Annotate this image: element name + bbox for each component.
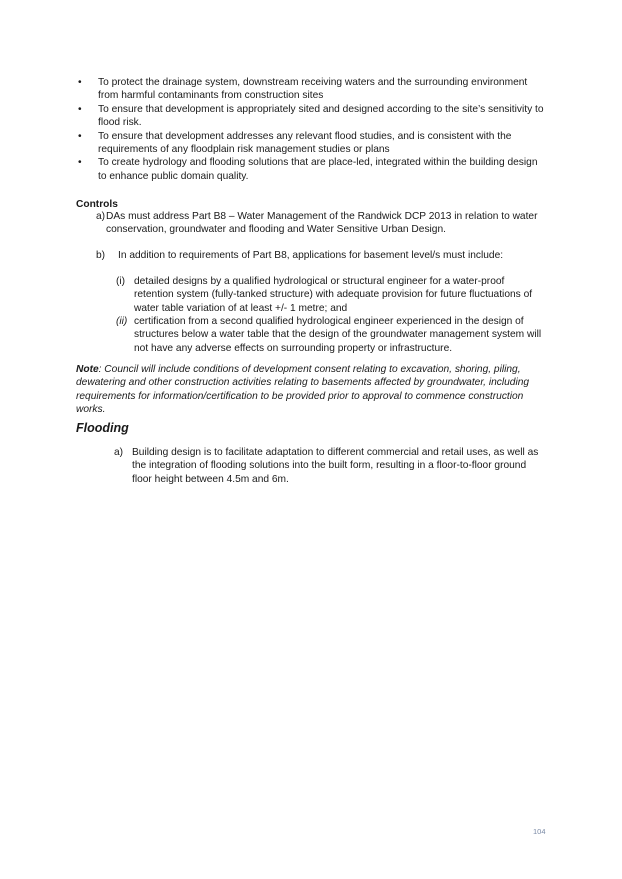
bullet-icon: • [78,130,82,142]
note-text: : Council will include conditions of development consent relating to excavation, shoring, piling, dewatering and other construction activities relating to basements affected by groundwater, including requirements for information/certification to be provided prior to approval to commence construction works. [76,364,530,416]
controls-heading: Controls [76,199,118,210]
control-a-label: a) [96,211,106,222]
control-b-i-label: (i) [116,276,126,287]
control-b-i-text: detailed designs by a qualified hydrological or structural engineer for a water-proof retention system (fully-tanked structure) with adequate provision for future fluctuations of water table variation of at least +/- 1 metre; and [134,276,533,314]
control-b-ii [116,315,546,355]
note-label: Note [76,364,99,375]
objectives-list [76,76,546,183]
control-b-i [116,275,546,315]
bullet-text: To ensure that development is appropriately sited and designed according to the site’s sensitivity to flood risk. [98,103,544,129]
list-item [76,130,546,157]
bullet-text: To protect the drainage system, downstream receiving waters and the surrounding environment from harmful contaminants from construction sites [98,77,528,102]
flooding-a [114,446,544,486]
control-b-ii-text: certification from a second qualified hydrological engineer experienced in the design of structures below a water table that the design of the groundwater management system will not have any adverse effects on surrounding property or infrastructure. [134,316,542,354]
bullet-text: To create hydrology and flooding solutions that are place-led, integrated within the building design to enhance public domain quality. [98,157,538,182]
list-item [76,103,546,130]
flooding-a-text: Building design is to facilitate adaptation to different commercial and retail uses, as well as the integration of flooding solutions into the built form, resulting in a floor-to-floor ground floor height between 4.5m and 6m. [132,447,539,485]
control-b-text: In addition to requirements of Part B8, applications for basement level/s must include: [118,250,504,261]
bullet-icon: • [78,103,82,115]
list-item [76,76,546,103]
control-a [96,210,546,237]
page-number: 104 [533,827,546,836]
list-item [76,156,546,183]
bullet-icon: • [78,157,82,169]
bullet-icon: • [78,77,82,88]
flooding-heading: Flooding [76,421,129,435]
control-b-ii-label: (ii) [116,316,128,327]
flooding-a-label: a) [114,447,124,458]
control-a-text: DAs must address Part B8 – Water Management of the Randwick DCP 2013 in relation to water conservation, groundwater and flooding and Water Sensitive Urban Design. [106,211,538,236]
control-b [96,249,546,262]
control-b-label: b) [96,250,106,261]
bullet-text: To ensure that development addresses any relevant flood studies, and is consistent with the requirements of any floodplain risk management studies or plans [98,130,512,156]
note-paragraph [76,363,548,417]
